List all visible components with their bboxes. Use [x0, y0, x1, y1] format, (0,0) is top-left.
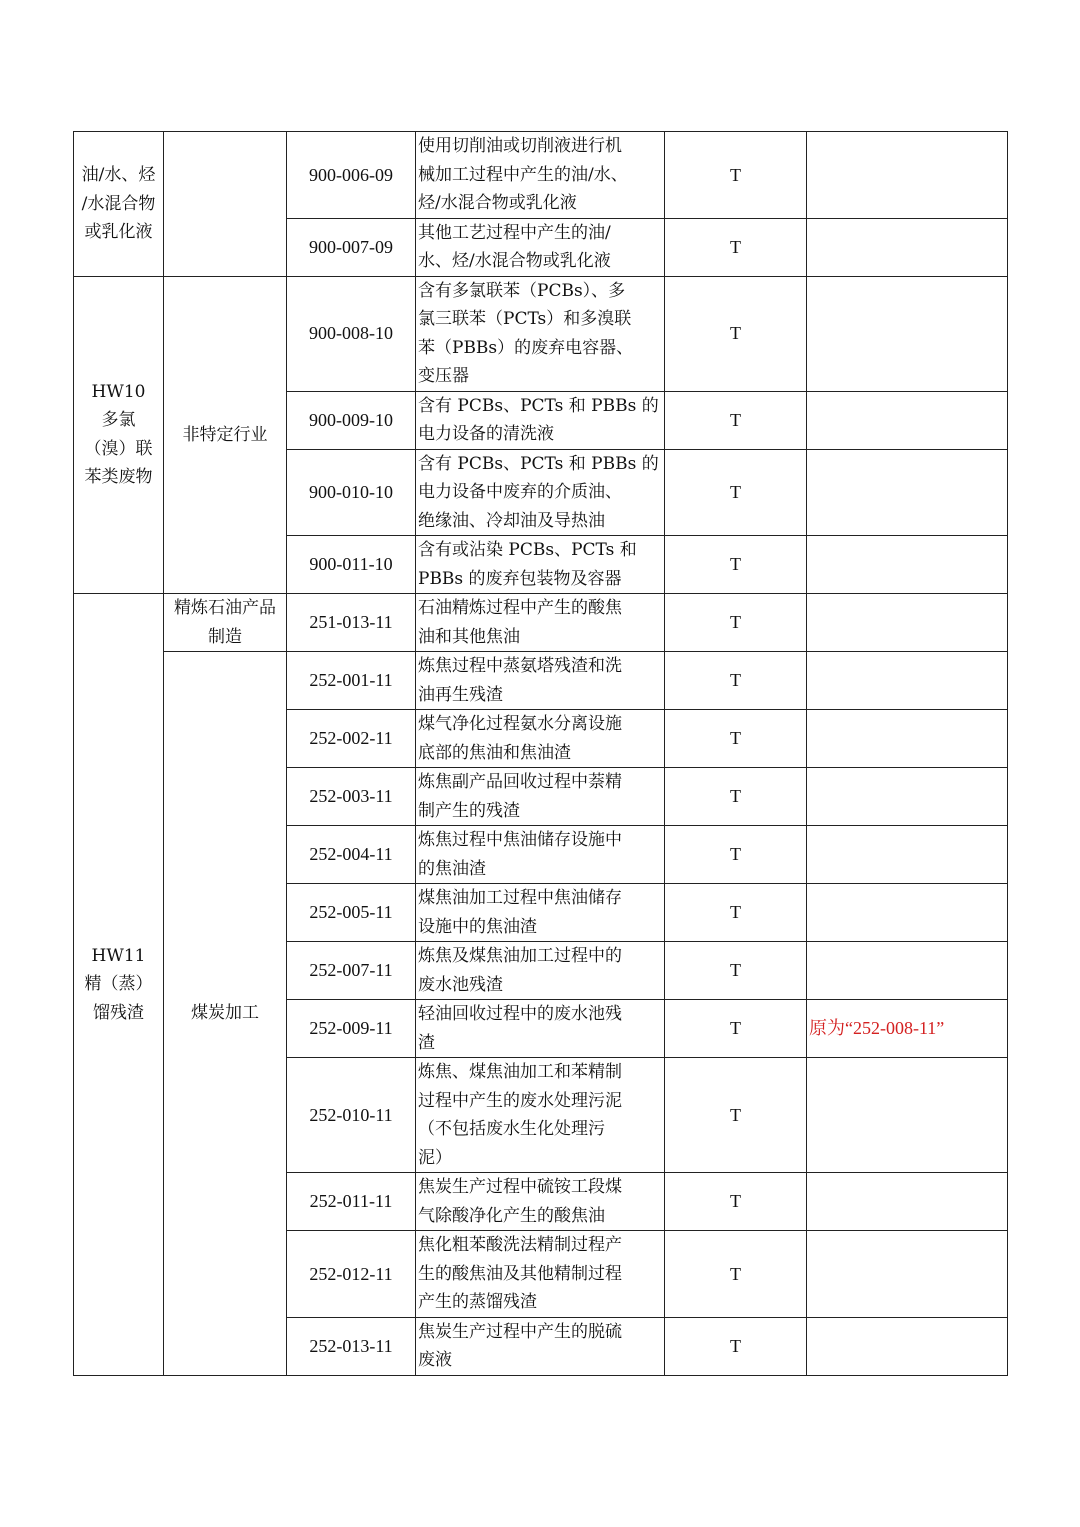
waste-code-cell: 252-001-11	[287, 652, 416, 710]
text-line: 制产生的残渣	[418, 800, 520, 821]
text-line: 含有多氯联苯（PCBs）、多	[418, 280, 626, 301]
waste-code-cell: 900-009-10	[287, 391, 416, 449]
text-line: 焦炭生产过程中硫铵工段煤	[418, 1177, 622, 1197]
text-line: 煤气净化过程氨水分离设施	[418, 714, 622, 734]
text-line: 水、烃/水混合物或乳化液	[418, 251, 611, 271]
waste-category-cell	[74, 132, 164, 277]
text-line: （溴）联	[84, 438, 153, 459]
hazardous-waste-table	[73, 131, 1008, 1376]
text-line: （不包括废水生化处理污	[418, 1119, 605, 1139]
remark-cell	[807, 449, 1008, 536]
waste-description-cell	[416, 1000, 665, 1058]
text-line: 炼焦及煤焦油加工过程中的	[418, 946, 622, 966]
waste-code-cell: 252-003-11	[287, 768, 416, 826]
text-line: 精炼石油产品	[174, 598, 276, 618]
text-line: 油/水、烃	[81, 165, 156, 185]
text-line: 的焦油渣	[418, 858, 486, 879]
waste-code-cell: 252-009-11	[287, 1000, 416, 1058]
text-line: 含有 PCBs、PCTs 和 PBBs 的	[418, 395, 659, 416]
text-line: 过程中产生的废水处理污泥	[418, 1090, 622, 1111]
waste-code-cell: 252-010-11	[287, 1058, 416, 1173]
waste-description-cell	[416, 826, 665, 884]
waste-description-cell	[416, 132, 665, 219]
waste-code-cell: 252-012-11	[287, 1231, 416, 1318]
industry-source-cell: 非特定行业	[164, 276, 287, 594]
text-line: 苯（PBBs）的废弃电容器、	[418, 337, 634, 358]
text-line: 或乳化液	[84, 222, 153, 242]
table-row	[74, 132, 1008, 219]
text-line: 煤焦油加工过程中焦油储存	[418, 888, 622, 908]
text-line: 油和其他焦油	[418, 626, 520, 647]
hazard-characteristic-cell: T	[665, 391, 807, 449]
text-line: 含有或沾染 PCBs、PCTs 和	[418, 540, 637, 560]
waste-code-cell: 900-006-09	[287, 132, 416, 219]
remark-cell	[807, 391, 1008, 449]
text-line: 气除酸净化产生的酸焦油	[418, 1205, 605, 1226]
hazard-characteristic-cell: T	[665, 1173, 807, 1231]
hazard-characteristic-cell: T	[665, 1231, 807, 1318]
text-line: 多氯	[101, 410, 136, 431]
hazard-characteristic-cell: T	[665, 652, 807, 710]
waste-code-cell: 251-013-11	[287, 594, 416, 652]
text-line: HW10	[91, 381, 146, 402]
text-line: 其他工艺过程中产生的油/	[418, 222, 611, 243]
hazard-characteristic-cell: T	[665, 594, 807, 652]
waste-code-cell: 900-010-10	[287, 449, 416, 536]
hazard-characteristic-cell: T	[665, 1000, 807, 1058]
remark-cell	[807, 132, 1008, 219]
table-row	[74, 276, 1008, 391]
waste-code-cell: 252-013-11	[287, 1317, 416, 1375]
hazard-characteristic-cell: T	[665, 768, 807, 826]
waste-description-cell	[416, 710, 665, 768]
hazard-characteristic-cell: T	[665, 536, 807, 594]
remark-cell	[807, 594, 1008, 652]
hazard-characteristic-cell: T	[665, 710, 807, 768]
text-line: /水混合物	[81, 193, 156, 214]
text-line: 使用切削油或切削液进行机	[418, 136, 622, 156]
remark-cell	[807, 276, 1008, 391]
text-line: 烃/水混合物或乳化液	[418, 193, 577, 213]
text-line: 精（蒸）	[84, 974, 153, 994]
hazard-characteristic-cell: T	[665, 1058, 807, 1173]
text-line: 焦炭生产过程中产生的脱硫	[418, 1321, 622, 1342]
text-line: 底部的焦油和焦油渣	[418, 742, 571, 763]
waste-description-cell	[416, 218, 665, 276]
hazard-characteristic-cell: T	[665, 132, 807, 219]
industry-source-cell	[164, 594, 287, 652]
remark-cell	[807, 1058, 1008, 1173]
waste-description-cell	[416, 1231, 665, 1318]
text-line: 轻油回收过程中的废水池残	[418, 1004, 622, 1024]
hazard-characteristic-cell: T	[665, 218, 807, 276]
industry-source-cell	[164, 132, 287, 277]
remark-cell	[807, 884, 1008, 942]
text-line: 炼焦过程中焦油储存设施中	[418, 830, 622, 850]
text-line: PBBs 的废弃包装物及容器	[418, 568, 622, 589]
text-line: 械加工过程中产生的油/水、	[418, 164, 628, 185]
waste-description-cell	[416, 768, 665, 826]
text-line: 炼焦、煤焦油加工和苯精制	[418, 1062, 622, 1082]
text-line: 石油精炼过程中产生的酸焦	[418, 598, 622, 618]
text-line: 氯三联苯（PCTs）和多溴联	[418, 309, 632, 329]
text-line: 废液	[418, 1350, 452, 1370]
text-line: 渣	[418, 1032, 435, 1053]
waste-description-cell	[416, 1173, 665, 1231]
remark-cell	[807, 1231, 1008, 1318]
text-line: 炼焦副产品回收过程中萘精	[418, 772, 622, 792]
text-line: 制造	[208, 626, 242, 647]
remark-cell	[807, 652, 1008, 710]
waste-description-cell	[416, 276, 665, 391]
text-line: 电力设备的清洗液	[418, 424, 554, 444]
hazard-characteristic-cell: T	[665, 1317, 807, 1375]
waste-code-cell: 252-004-11	[287, 826, 416, 884]
waste-code-cell: 900-008-10	[287, 276, 416, 391]
waste-description-cell	[416, 1317, 665, 1375]
text-line: 泥）	[418, 1147, 452, 1168]
text-line: 馏残渣	[93, 1002, 144, 1023]
waste-description-cell	[416, 391, 665, 449]
remark-cell	[807, 1317, 1008, 1375]
remark-cell	[807, 1173, 1008, 1231]
remark-cell	[807, 826, 1008, 884]
text-line: 绝缘油、冷却油及导热油	[418, 510, 605, 531]
text-line: 焦化粗苯酸洗法精制过程产	[418, 1235, 622, 1255]
text-line: 油再生残渣	[418, 684, 503, 705]
hazard-characteristic-cell: T	[665, 942, 807, 1000]
remark-cell	[807, 942, 1008, 1000]
waste-code-cell: 252-007-11	[287, 942, 416, 1000]
waste-code-cell: 252-011-11	[287, 1173, 416, 1231]
table-row	[74, 652, 1008, 710]
industry-source-cell: 煤炭加工	[164, 652, 287, 1376]
hazard-characteristic-cell: T	[665, 449, 807, 536]
text-line: 变压器	[418, 366, 469, 386]
hazard-characteristic-cell: T	[665, 826, 807, 884]
waste-description-cell	[416, 652, 665, 710]
text-line: 设施中的焦油渣	[418, 916, 537, 937]
waste-description-cell	[416, 449, 665, 536]
text-line: HW11	[91, 945, 146, 966]
text-line: 生的酸焦油及其他精制过程	[418, 1263, 622, 1284]
waste-description-cell	[416, 1058, 665, 1173]
waste-category-cell	[74, 594, 164, 1376]
hazard-characteristic-cell: T	[665, 884, 807, 942]
remark-cell	[807, 710, 1008, 768]
text-line: 电力设备中废弃的介质油、	[418, 482, 622, 502]
text-line: 苯类废物	[84, 467, 153, 488]
remark-cell	[807, 536, 1008, 594]
text-line: 产生的蒸馏残渣	[418, 1292, 537, 1312]
waste-code-cell: 252-002-11	[287, 710, 416, 768]
hazard-characteristic-cell: T	[665, 276, 807, 391]
waste-category-cell	[74, 276, 164, 594]
text-line: 炼焦过程中蒸氨塔残渣和洗	[418, 656, 622, 676]
remark-cell	[807, 768, 1008, 826]
waste-code-cell: 900-011-10	[287, 536, 416, 594]
waste-description-cell	[416, 942, 665, 1000]
waste-description-cell	[416, 884, 665, 942]
table-row	[74, 594, 1008, 652]
waste-description-cell	[416, 536, 665, 594]
text-line: 废水池残渣	[418, 974, 503, 995]
waste-description-cell	[416, 594, 665, 652]
remark-cell	[807, 218, 1008, 276]
waste-code-cell: 900-007-09	[287, 218, 416, 276]
waste-code-cell: 252-005-11	[287, 884, 416, 942]
text-line: 含有 PCBs、PCTs 和 PBBs 的	[418, 453, 659, 474]
remark-cell: 原为“252-008-11”	[807, 1000, 1008, 1058]
